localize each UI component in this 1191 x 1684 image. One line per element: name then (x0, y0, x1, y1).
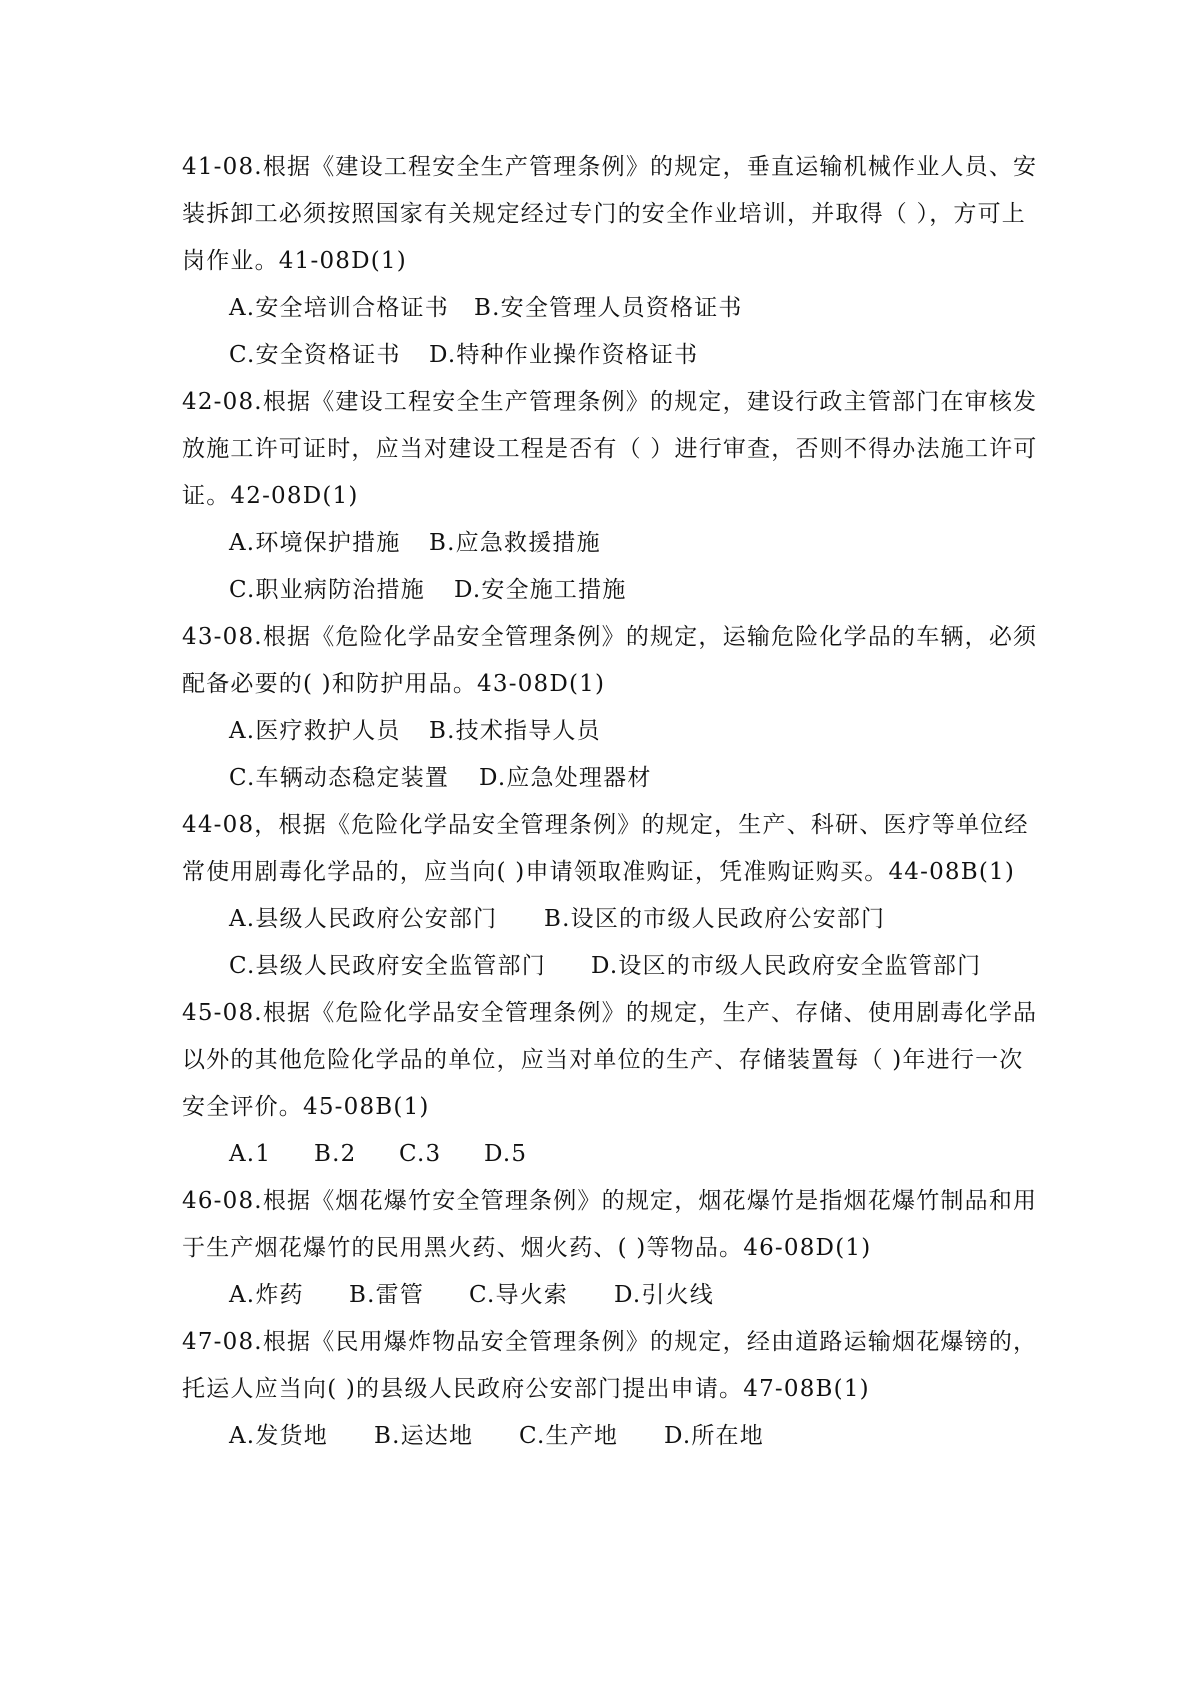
option-c: C.职业病防治措施 (229, 577, 425, 603)
question-text-line: 42-08.根据《建设工程安全生产管理条例》的规定，建设行政主管部门在审核发 (182, 389, 1038, 415)
option-d: D.安全施工措施 (454, 577, 627, 603)
option-a: A.安全培训合格证书 (229, 295, 449, 321)
option-c: C.导火索 (469, 1282, 569, 1308)
question-text-line: 于生产烟花爆竹的民用黑火药、烟火药、( )等物品。46-08D(1) (182, 1235, 872, 1261)
question-text-line: 装拆卸工必须按照国家有关规定经过专门的安全作业培训，并取得（ ），方可上 (182, 201, 1027, 227)
option-c: C.县级人民政府安全监管部门 (229, 953, 546, 979)
question-text-line: 托运人应当向( )的县级人民政府公安部门提出申请。47-08B(1) (182, 1376, 870, 1402)
question-text-line: 岗作业。41-08D(1) (182, 248, 407, 274)
options-row (182, 332, 1010, 379)
option-b: B.安全管理人员资格证书 (474, 295, 743, 321)
option-c: C.生产地 (519, 1423, 619, 1449)
options-row (182, 1131, 1010, 1178)
question-43 (182, 614, 1038, 802)
options-row (182, 520, 1010, 567)
option-c: C.安全资格证书 (229, 342, 401, 368)
option-d: D.特种作业操作资格证书 (429, 342, 699, 368)
question-text-line: 45-08.根据《危险化学品安全管理条例》的规定，生产、存储、使用剧毒化学品 (182, 1000, 1038, 1026)
question-text-line: 安全评价。45-08B(1) (182, 1094, 430, 1120)
option-d: D.5 (484, 1141, 528, 1167)
option-a: A.发货地 (229, 1423, 328, 1449)
question-text-line: 41-08.根据《建设工程安全生产管理条例》的规定，垂直运输机械作业人员、安 (182, 154, 1038, 180)
option-b: B.运达地 (374, 1423, 474, 1449)
option-a: A.环境保护措施 (229, 530, 401, 556)
options-row (182, 285, 1010, 332)
option-a: A.1 (229, 1141, 272, 1167)
options-row (182, 943, 1010, 990)
option-b: B.2 (314, 1141, 357, 1167)
option-d: D.应急处理器材 (479, 765, 652, 791)
options-row (182, 1413, 1010, 1460)
option-c: C.3 (399, 1141, 442, 1167)
options-row (182, 1272, 1010, 1319)
options-row (182, 567, 1010, 614)
option-d: D.引火线 (614, 1282, 714, 1308)
options-row (182, 708, 1010, 755)
question-41 (182, 144, 1038, 379)
question-text-line: 43-08.根据《危险化学品安全管理条例》的规定，运输危险化学品的车辆，必须 (182, 624, 1038, 650)
question-47 (182, 1319, 1038, 1460)
option-a: A.医疗救护人员 (229, 718, 401, 744)
option-c: C.车辆动态稳定装置 (229, 765, 450, 791)
option-d: D.所在地 (664, 1423, 764, 1449)
question-text-line: 以外的其他危险化学品的单位，应当对单位的生产、存储装置每（ )年进行一次 (182, 1047, 1024, 1073)
options-row (182, 755, 1010, 802)
question-text-line: 常使用剧毒化学品的，应当向( )申请领取准购证，凭准购证购买。44-08B(1) (182, 859, 1016, 885)
option-b: B.应急救援措施 (429, 530, 601, 556)
option-a: A.炸药 (229, 1282, 304, 1308)
option-b: B.技术指导人员 (429, 718, 601, 744)
question-45 (182, 990, 1038, 1178)
question-42 (182, 379, 1038, 614)
option-d: D.设区的市级人民政府安全监管部门 (591, 953, 982, 979)
options-row (182, 896, 1010, 943)
question-text-line: 证。42-08D(1) (182, 483, 359, 509)
question-text-line: 46-08.根据《烟花爆竹安全管理条例》的规定，烟花爆竹是指烟花爆竹制品和用 (182, 1188, 1038, 1214)
question-44 (182, 802, 1029, 990)
option-b: B.雷管 (349, 1282, 425, 1308)
option-b: B.设区的市级人民政府公安部门 (544, 906, 886, 932)
option-a: A.县级人民政府公安部门 (229, 906, 498, 932)
question-46 (182, 1178, 1038, 1319)
question-list (182, 144, 1038, 1460)
question-text-line: 配备必要的( )和防护用品。43-08D(1) (182, 671, 606, 697)
question-text-line: 44-08，根据《危险化学品安全管理条例》的规定，生产、科研、医疗等单位经 (182, 812, 1029, 838)
question-text-line: 47-08.根据《民用爆炸物品安全管理条例》的规定，经由道路运输烟花爆镑的， (182, 1329, 1038, 1355)
question-text-line: 放施工许可证时，应当对建设工程是否有（ ）进行审查，否则不得办法施工许可 (182, 436, 1038, 462)
